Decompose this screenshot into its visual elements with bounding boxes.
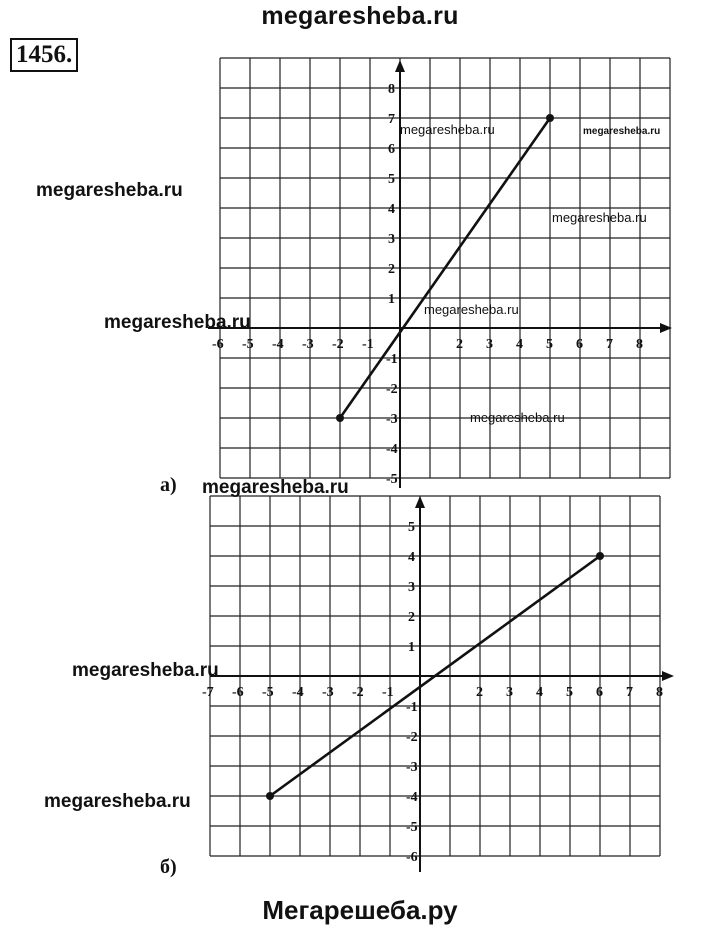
x-tick-label: 4	[516, 337, 523, 352]
x-tick-label: -1	[362, 337, 374, 352]
x-tick-label: 5	[546, 337, 553, 352]
watermark: megaresheba.ru	[552, 210, 647, 225]
watermark: megaresheba.ru	[583, 126, 661, 137]
y-tick-label: 4	[408, 550, 415, 565]
x-tick-label: -4	[292, 685, 304, 700]
segment-endpoint	[596, 552, 604, 560]
y-tick-label: 1	[388, 292, 395, 307]
y-tick-label: 5	[408, 520, 415, 535]
x-tick-label: 8	[656, 685, 663, 700]
y-tick-label: 5	[388, 172, 395, 187]
x-tick-label: 8	[636, 337, 643, 352]
x-tick-label: -6	[212, 337, 224, 352]
y-tick-label: -3	[406, 760, 418, 775]
x-tick-label: -7	[202, 685, 214, 700]
x-tick-label: -1	[382, 685, 394, 700]
x-tick-label: 3	[486, 337, 493, 352]
y-tick-label: -3	[386, 412, 398, 427]
x-tick-label: -5	[242, 337, 254, 352]
segment-endpoint	[336, 414, 344, 422]
watermark: megaresheba.ru	[104, 312, 251, 333]
y-tick-label: -5	[386, 472, 398, 487]
x-tick-label: 7	[626, 685, 633, 700]
y-tick-label: 3	[408, 580, 415, 595]
x-tick-label: -3	[302, 337, 314, 352]
site-title: megaresheba.ru	[261, 2, 459, 30]
y-axis-arrow	[395, 60, 405, 72]
y-tick-label: 2	[388, 262, 395, 277]
x-tick-label: -6	[232, 685, 244, 700]
y-tick-label: 7	[388, 112, 395, 127]
x-tick-label: -5	[262, 685, 274, 700]
y-tick-label: 8	[388, 82, 395, 97]
watermark: megaresheba.ru	[470, 410, 565, 425]
segment-endpoint	[546, 114, 554, 122]
y-tick-label: 1	[408, 640, 415, 655]
y-tick-label: -1	[406, 700, 418, 715]
x-tick-label: -2	[332, 337, 344, 352]
x-tick-label: -4	[272, 337, 284, 352]
y-tick-label: -4	[406, 790, 418, 805]
y-tick-label: -6	[406, 850, 418, 865]
y-tick-label: 4	[388, 202, 395, 217]
x-tick-label: 4	[536, 685, 543, 700]
x-tick-label: 2	[456, 337, 463, 352]
watermark: megaresheba.ru	[202, 477, 349, 498]
site-title-ru: Мегарешеба.ру	[262, 895, 458, 925]
y-tick-label: -5	[406, 820, 418, 835]
y-tick-label: -1	[386, 352, 398, 367]
x-tick-label: 2	[476, 685, 483, 700]
y-tick-label: -4	[386, 442, 398, 457]
y-tick-label: 3	[388, 232, 395, 247]
x-tick-label: 6	[576, 337, 583, 352]
problem-number: 1456.	[10, 38, 78, 72]
graph-b	[202, 496, 674, 872]
watermark: megaresheba.ru	[44, 791, 191, 812]
watermark: megaresheba.ru	[400, 122, 495, 137]
x-tick-label: 5	[566, 685, 573, 700]
x-tick-label: -3	[322, 685, 334, 700]
watermark: megaresheba.ru	[36, 180, 183, 201]
part-a-label: а)	[160, 474, 177, 496]
x-tick-label: 6	[596, 685, 603, 700]
y-tick-label: -2	[406, 730, 418, 745]
part-b-label: б)	[160, 856, 177, 878]
x-tick-label: 7	[606, 337, 613, 352]
watermark: megaresheba.ru	[424, 302, 519, 317]
watermark: megaresheba.ru	[72, 660, 219, 681]
y-axis-arrow	[415, 496, 425, 508]
x-tick-label: -2	[352, 685, 364, 700]
y-tick-label: 6	[388, 142, 395, 157]
x-tick-label: 3	[506, 685, 513, 700]
y-tick-label: 2	[408, 610, 415, 625]
x-axis-arrow	[662, 671, 674, 681]
segment-endpoint	[266, 792, 274, 800]
y-tick-label: -2	[386, 382, 398, 397]
